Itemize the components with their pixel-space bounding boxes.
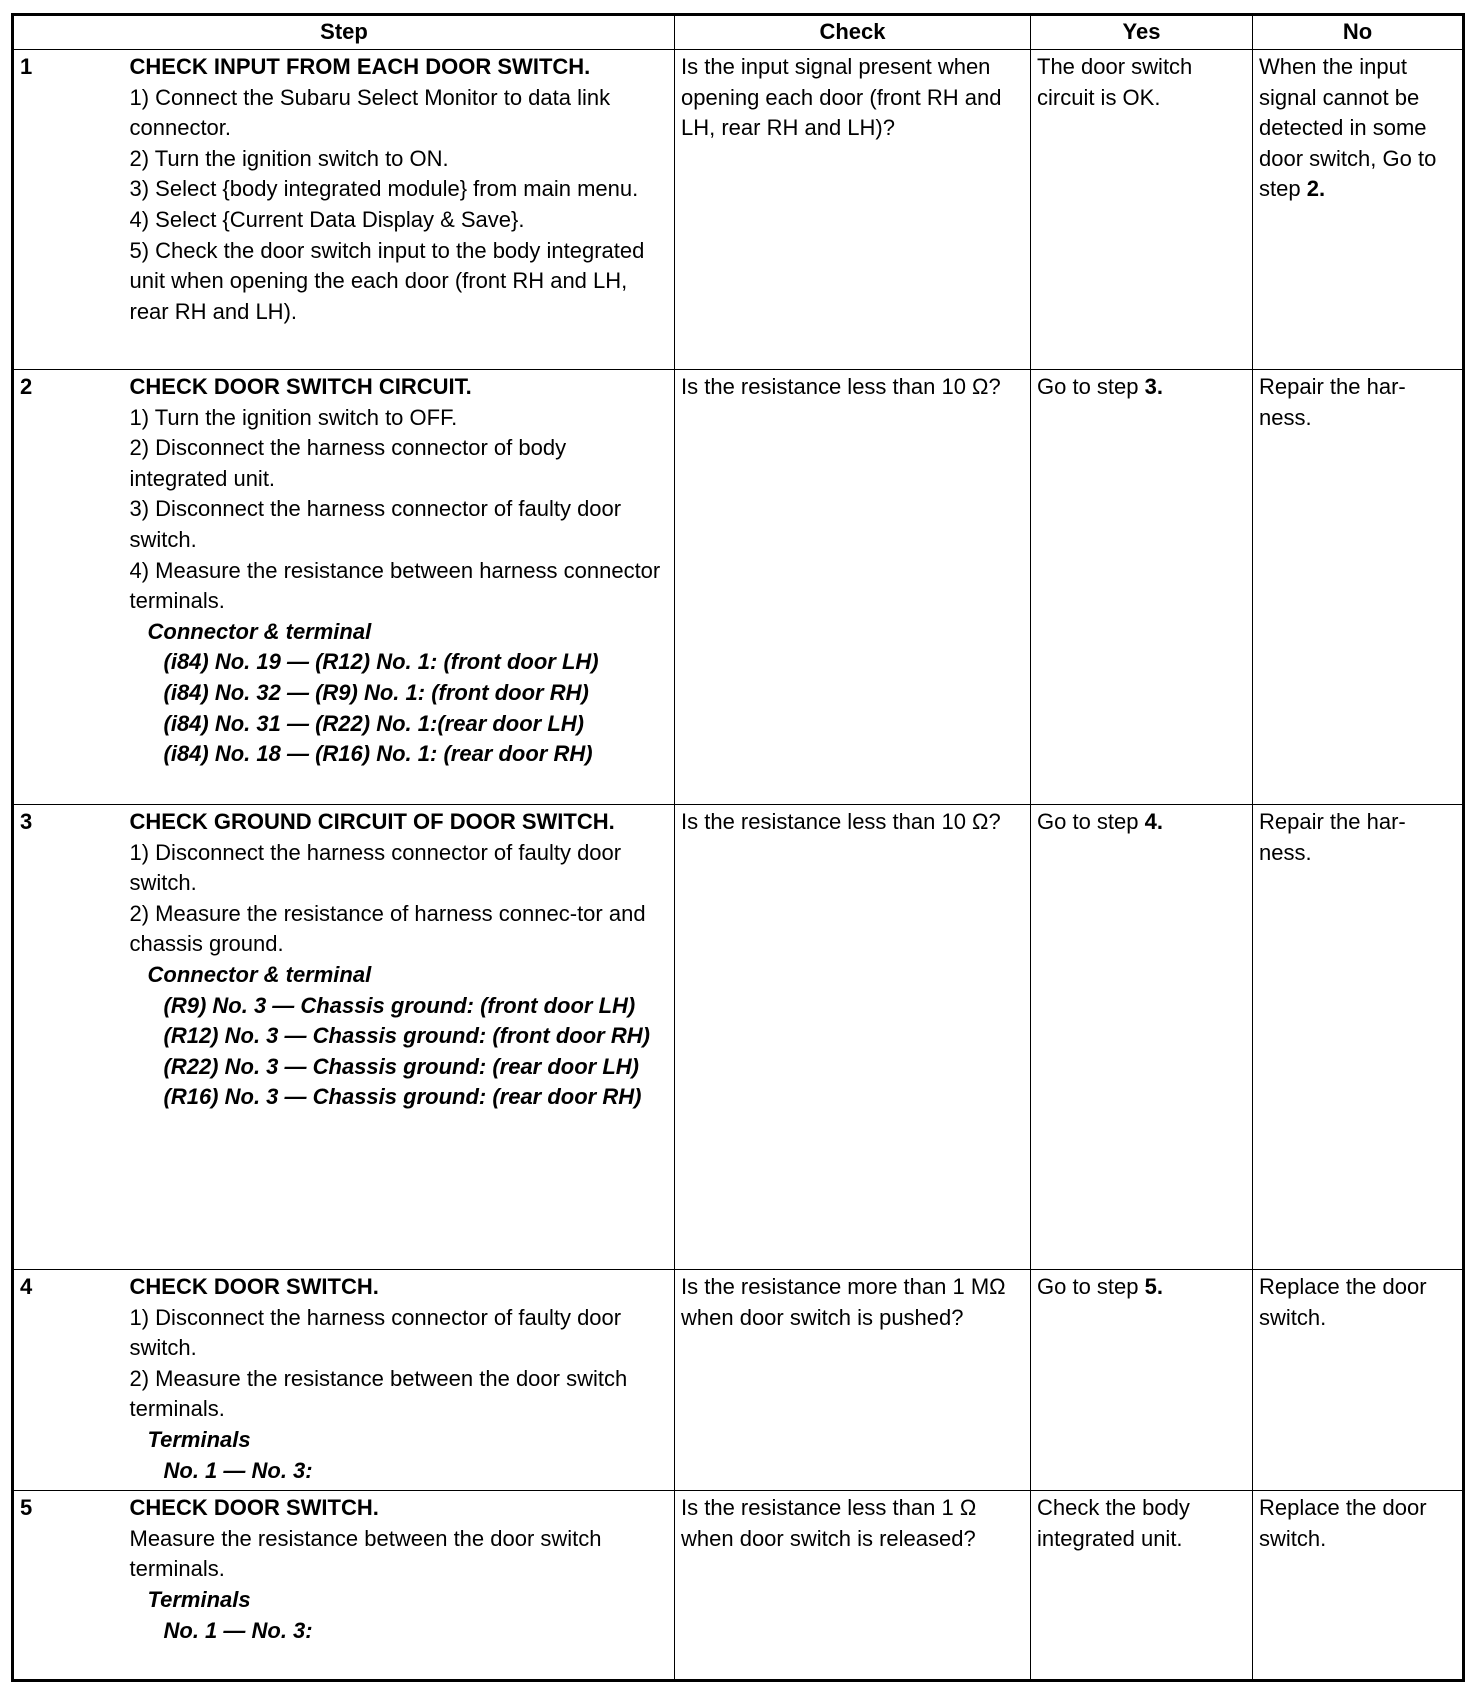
instruction: 1) Disconnect the harness connector of faulty door switch. [129,839,622,896]
step-title: CHECK GROUND CIRCUIT OF DOOR SWITCH. [129,809,615,834]
yes-cell [1031,1270,1253,1491]
yes-text: Go to step [1037,374,1145,399]
check-cell: Is the resistance less than 10 Ω? [675,370,1031,805]
no-cell: Replace the door switch. [1253,1270,1464,1491]
terminal-item: No. 1 — No. 3: [163,1457,313,1483]
check-cell: Is the resistance less than 10 Ω? [675,805,1031,1270]
step-cell [130,805,675,1270]
connector-heading: Connector & terminal [147,618,372,644]
instruction: 1) Disconnect the harness connector of faulty door switch. [129,1304,622,1361]
step-cell [130,1270,675,1491]
connector-item: (i84) No. 31 — (R22) No. 1:(rear door LH) [163,710,585,736]
step-number: 4 [13,1270,130,1491]
yes-text: Go to step [1037,1274,1145,1299]
terminals-heading: Terminals [147,1586,251,1612]
header-row [13,15,1464,50]
no-cell: Repair the har-ness. [1253,370,1464,805]
connector-item: (R12) No. 3 — Chassis ground: (front door RH) [163,1023,650,1049]
connector-item: (i84) No. 19 — (R12) No. 1: (front door LH) [163,649,599,675]
instruction: 1) Connect the Subaru Select Monitor to data link connector. [129,84,611,141]
connector-heading: Connector & terminal [147,961,372,987]
step-reference: 5. [1144,1274,1163,1299]
table-row [13,50,1464,370]
instruction: 2) Disconnect the harness connector of body integrated unit. [129,435,567,491]
terminal-item: No. 1 — No. 3: [163,1617,313,1643]
header-no: No [1253,15,1464,50]
table-row [13,805,1464,1270]
table-row [13,1270,1464,1491]
instruction: 4) Select {Current Data Display & Save}. [129,206,525,232]
instruction: 5) Check the door switch input to the body integrated unit when opening the each door (front RH and LH, rear RH and LH). [129,237,645,324]
header-check: Check [675,15,1031,50]
instruction: 2) Turn the ignition switch to ON. [129,145,449,171]
connector-item: (i84) No. 18 — (R16) No. 1: (rear door RH) [163,741,593,767]
header-yes: Yes [1031,15,1253,50]
instruction: 1) Turn the ignition switch to OFF. [129,404,458,430]
instruction: 2) Measure the resistance of harness connec-tor and chassis ground. [129,900,646,957]
connector-item: (R22) No. 3 — Chassis ground: (rear door LH) [163,1053,639,1079]
header-step: Step [13,15,675,50]
instruction: 2) Measure the resistance between the door switch terminals. [129,1365,628,1422]
yes-cell: The door switch circuit is OK. [1031,50,1253,370]
yes-text: Go to step [1037,809,1145,834]
step-number: 3 [13,805,130,1270]
step-reference: 3. [1144,374,1163,399]
connector-item: (i84) No. 32 — (R9) No. 1: (front door RH) [163,679,589,705]
no-cell [1253,50,1464,370]
connector-item: (R9) No. 3 — Chassis ground: (front door LH) [163,992,636,1018]
step-number: 1 [13,50,130,370]
check-cell: Is the resistance more than 1 MΩ when door switch is pushed? [675,1270,1031,1491]
step-number: 5 [13,1491,130,1681]
step-title: CHECK DOOR SWITCH. [129,1274,379,1299]
step-title: CHECK INPUT FROM EACH DOOR SWITCH. [129,54,591,79]
no-cell: Repair the har-ness. [1253,805,1464,1270]
step-cell [130,50,675,370]
no-cell: Replace the door switch. [1253,1491,1464,1681]
instruction: 4) Measure the resistance between harness connector terminals. [129,557,661,614]
step-cell [130,1491,675,1681]
instruction: 3) Disconnect the harness connector of faulty door switch. [129,496,622,552]
instruction: 3) Select {body integrated module} from main menu. [129,176,639,202]
step-number: 2 [13,370,130,805]
table-row [13,370,1464,805]
step-cell [130,370,675,805]
instruction: Measure the resistance between the door switch terminals. [129,1525,602,1582]
yes-cell [1031,370,1253,805]
yes-cell: Check the body integrated unit. [1031,1491,1253,1681]
step-title: CHECK DOOR SWITCH CIRCUIT. [129,374,472,399]
step-reference: 4. [1144,809,1163,834]
yes-cell [1031,805,1253,1270]
check-cell: Is the resistance less than 1 Ω when door switch is released? [675,1491,1031,1681]
step-title: CHECK DOOR SWITCH. [129,1495,379,1521]
check-cell: Is the input signal present when opening each door (front RH and LH, rear RH and LH)? [675,50,1031,370]
table-row [13,1491,1464,1681]
terminals-heading: Terminals [147,1426,251,1452]
diagnostic-table [11,13,1465,1682]
step-reference: 2. [1306,176,1326,202]
connector-item: (R16) No. 3 — Chassis ground: (rear door RH) [163,1084,642,1110]
no-text: When the input signal cannot be detected in some door switch, Go to step [1259,54,1437,202]
